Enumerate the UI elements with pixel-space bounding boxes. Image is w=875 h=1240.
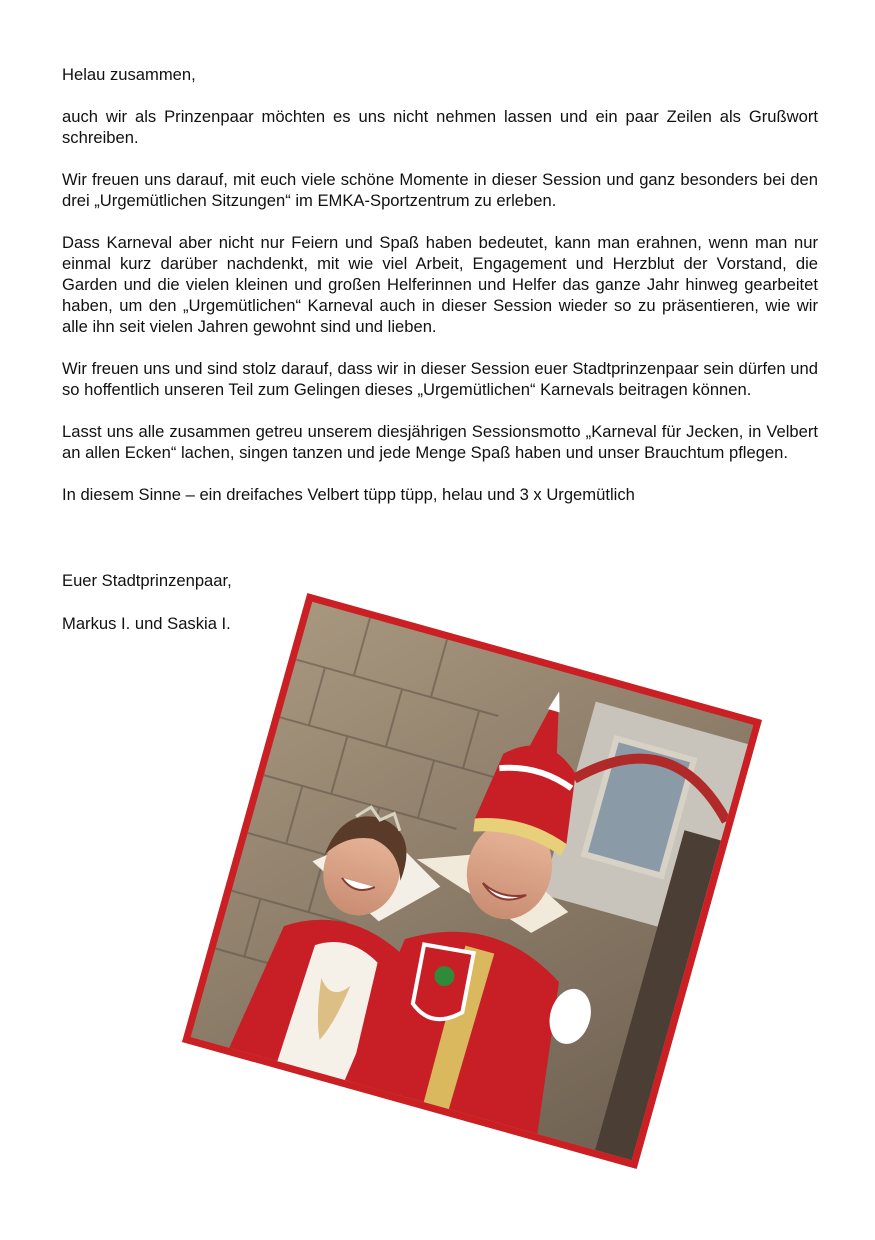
paragraph: In diesem Sinne – ein dreifaches Velbert tüpp tüpp, helau und 3 x Urgemütlich <box>62 485 635 505</box>
greeting: Helau zusammen, <box>62 65 196 84</box>
paragraph: auch wir als Prinzenpaar möchten es uns nicht nehmen lassen und ein paar Zeilen als Grußwort schreiben. <box>62 107 818 148</box>
closing-line: Euer Stadtprinzenpaar, <box>62 571 232 590</box>
paragraph: Wir freuen uns und sind stolz darauf, dass wir in dieser Session euer Stadtprinzenpaar sein dürfen und so hoffentlich unseren Teil zum Gelingen dieses „Urgemütlichen“ Karnevals beitragen können. <box>62 358 818 399</box>
paragraph: Lasst uns alle zusammen getreu unserem diesjährigen Sessionsmotto „Karneval für Jecken, in Velbert an allen Ecken“ lachen, singen tanzen und jede Menge Spaß haben und unser Brauchtum pflegen. <box>62 422 818 462</box>
letter-body <box>62 65 818 527</box>
paragraph: Wir freuen uns darauf, mit euch viele schöne Momente in dieser Session und ganz besonders bei den drei „Urgemütlichen Sitzungen“ im EMKA-Sportzentrum zu erleben. <box>62 170 818 211</box>
photo-illustration <box>191 602 754 1161</box>
paragraph: Dass Karneval aber nicht nur Feiern und Spaß haben bedeutet, kann man erahnen, wenn man nur einmal kurz darüber nachdenkt, mit wie viel Arbeit, Engagement und Herzblut der Vorstand, die Garden und die vielen kleinen und großen Helferinnen und Helfer das ganze Jahr hinweg gearbeitet haben, um den „Urgemütlichen“ Karneval auch in dieser Session wieder so zu präsentieren, wie wir alle ihn seit vielen Jahren gewohnt sind und lieben. <box>62 233 818 336</box>
signature-names: Markus I. und Saskia I. <box>62 614 231 633</box>
prince-couple-photo <box>182 593 762 1169</box>
